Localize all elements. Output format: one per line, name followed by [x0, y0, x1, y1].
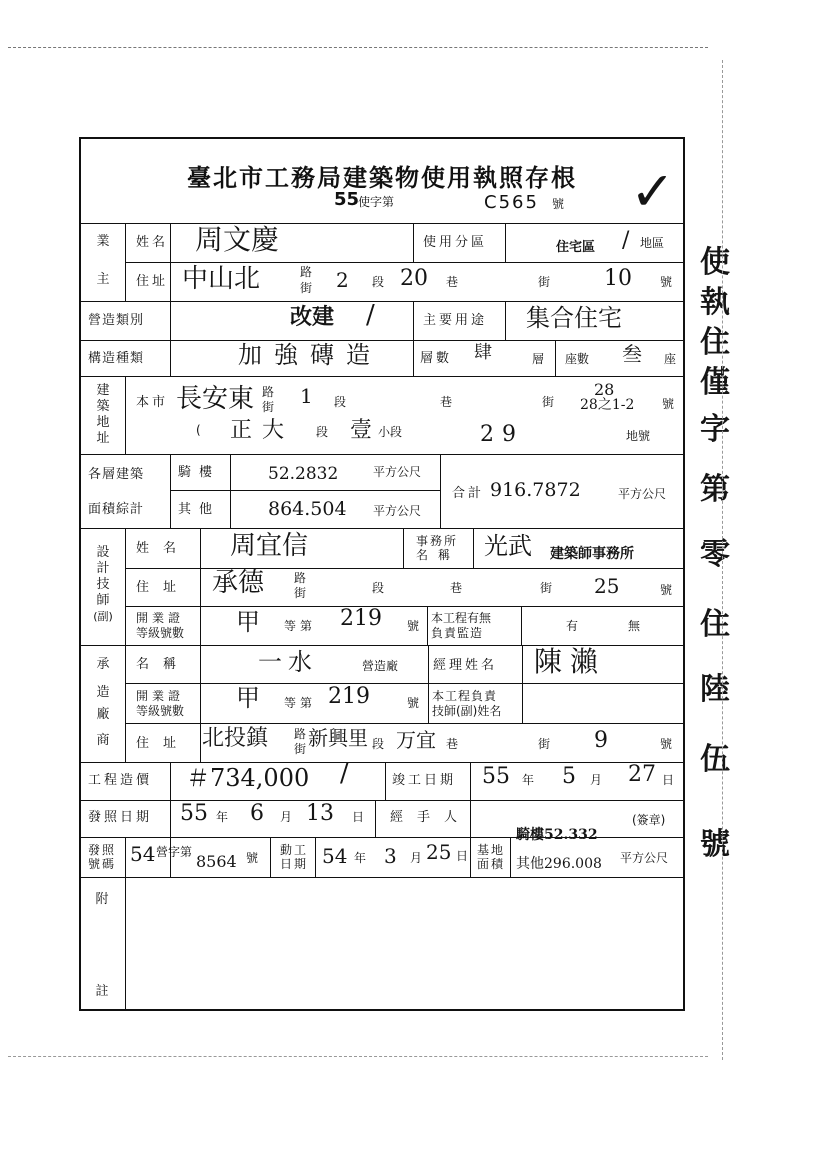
start-y: 54 [322, 844, 348, 868]
issue-m: 6 [250, 801, 264, 826]
done-date-label: 竣工日期 [392, 773, 457, 788]
issue-mo: 月 [280, 810, 293, 824]
lot-sec-value: 正大 [230, 418, 295, 443]
start-label-a: 動工 [280, 843, 309, 857]
site-no-b: 28之1-2 [580, 397, 635, 413]
owner-address-label: 住址 [136, 274, 169, 289]
rule [555, 340, 556, 376]
rule [505, 301, 506, 340]
manager-label: 經理姓名 [433, 658, 498, 673]
designer-street2-label: 街 [540, 581, 553, 595]
contractor-addr-a: 北投鎮 [202, 726, 269, 751]
owner-sec-label: 段 [372, 275, 385, 289]
arcade-sqm: 平方公尺 [373, 465, 422, 479]
designer-lic-a: 開業證 [136, 611, 185, 625]
blocks-label: 座數 [565, 352, 590, 366]
site-hao: 號 [662, 397, 675, 411]
rule [125, 262, 683, 263]
city-label: 本市 [136, 395, 169, 410]
architect-firm: 建築師事務所 [550, 546, 634, 562]
designer-sec-label: 段 [372, 581, 385, 595]
rule [81, 301, 683, 302]
supervise-you: 有 [566, 619, 579, 633]
rule [170, 490, 440, 491]
rule [505, 223, 506, 262]
contractor-label-4: 商 [96, 733, 110, 748]
small-sec-label: 小段 [378, 425, 403, 439]
rule [81, 877, 683, 878]
office-label-b: 名稱 [416, 548, 461, 562]
permit-no: 8564 [196, 852, 237, 871]
contractor-lic-hao: 號 [407, 696, 420, 710]
area-label-a: 各層建築 [88, 467, 145, 482]
contractor-lic-no: 219 [328, 684, 370, 709]
cert-year: 55 [334, 189, 360, 210]
handler-label: 經手人 [390, 810, 472, 825]
manager-name: 陳瀨 [534, 645, 607, 678]
designer-no: 25 [594, 574, 620, 598]
base-label-b: 面積 [477, 857, 506, 871]
start-mo: 月 [410, 851, 423, 865]
margin-char: 第 [700, 472, 730, 507]
blocks-unit: 座 [664, 352, 677, 366]
margin-char: 零 [700, 537, 730, 572]
cost-value: ＃734,000 [186, 764, 310, 792]
note-label-2: 註 [95, 984, 109, 999]
site-label-1: 建 [96, 383, 110, 398]
contractor-lane: 万宜 [396, 728, 436, 752]
rule [125, 877, 126, 1009]
done-m: 5 [562, 764, 576, 789]
margin-char: 使 [700, 245, 730, 280]
margin-char: 僅 [700, 365, 730, 400]
rule [510, 837, 511, 877]
other-area: 864.504 [268, 498, 347, 520]
small-sec-value: 壹 [350, 418, 373, 443]
contractor-grade: 甲 [236, 684, 260, 712]
supervise-wu: 無 [628, 619, 641, 633]
issue-yr: 年 [216, 810, 229, 824]
owner-hao: 號 [660, 275, 673, 289]
rule [125, 376, 126, 454]
permit-y: 54 [130, 842, 156, 866]
note-label-1: 附 [95, 892, 109, 907]
issue-d: 13 [306, 801, 334, 826]
tech-label-b: 技師(副)姓名 [432, 704, 502, 718]
designer-grade: 甲 [236, 608, 260, 636]
contractor-addr-b: 新興里 [308, 726, 368, 750]
designer-hao: 號 [660, 583, 673, 597]
rule [200, 645, 201, 762]
build-type-label: 營造類別 [88, 313, 145, 328]
rule [440, 454, 441, 528]
scan-edge-bottom [8, 1056, 708, 1057]
contractor-lic-b: 等級號數 [136, 704, 185, 718]
rule [125, 723, 683, 724]
structure-label: 構造種類 [88, 351, 145, 366]
site-road: 長安東 [176, 384, 255, 414]
other-sqm: 平方公尺 [373, 504, 422, 518]
rule [315, 837, 316, 877]
done-mo: 月 [590, 773, 603, 787]
designer-addr: 承德 [212, 568, 265, 598]
rule [125, 223, 126, 301]
site-street2-label: 街 [542, 395, 555, 409]
done-d: 27 [628, 762, 656, 787]
tech-label-a: 本工程負責 [432, 689, 498, 703]
office-name: 光武 [484, 532, 532, 560]
owner-street2-label: 街 [538, 275, 551, 289]
rule [427, 606, 428, 645]
arcade-label: 騎樓 [178, 465, 221, 480]
contractor-label-3: 廠 [96, 707, 110, 722]
done-y: 55 [482, 764, 510, 789]
designer-lic-hao: 號 [407, 619, 420, 633]
issue-y: 55 [180, 801, 208, 826]
owner-road: 中山北 [182, 264, 261, 294]
cert-no-label: 使字第 [358, 195, 395, 209]
issue-date-label: 發照日期 [88, 810, 153, 825]
site-no-a: 28 [594, 380, 615, 399]
site-label-2: 築 [96, 399, 110, 414]
zone-end: 地區 [640, 236, 665, 250]
margin-char: 陸 [700, 672, 730, 707]
cost-label: 工程造價 [88, 773, 153, 788]
blocks-value: 叁 [622, 342, 642, 366]
contractor-hao: 號 [660, 737, 673, 751]
rule [521, 606, 522, 645]
total-sqm: 平方公尺 [618, 487, 667, 501]
site-label-3: 地 [96, 415, 110, 430]
form-title: 臺北市工務局建築物使用執照存根 [187, 164, 577, 192]
office-label-a: 事務所 [416, 534, 459, 548]
contractor-street-label: 街 [294, 742, 307, 756]
permit-word: 營字第 [156, 845, 193, 859]
owner-road-label: 路 [300, 265, 313, 279]
site-road-label: 路 [262, 385, 275, 399]
site-sec-label: 段 [334, 395, 347, 409]
rule [170, 454, 171, 528]
designer-label-1: 設 [96, 545, 110, 560]
margin-char: 住 [700, 325, 730, 360]
contractor-addr-label: 住址 [136, 736, 191, 751]
cert-number: C565 [484, 192, 539, 213]
yingzao-label: 營造廠 [362, 659, 399, 673]
rule [385, 762, 386, 800]
rule [81, 528, 683, 529]
permit-hao: 號 [246, 851, 259, 865]
rule [125, 683, 683, 684]
contractor-label-2: 造 [96, 685, 110, 700]
owner-label-1: 業 [96, 234, 110, 249]
floor-unit: 層 [532, 352, 545, 366]
rule [413, 340, 414, 376]
designer-street-label: 街 [294, 586, 307, 600]
owner-sec: 2 [336, 268, 349, 292]
margin-char: 執 [700, 285, 730, 320]
owner-name-label: 姓名 [136, 235, 169, 250]
cert-hao: 號 [552, 197, 565, 211]
rule [170, 301, 171, 376]
designer-lic-no: 219 [340, 606, 382, 631]
seal-label: (簽章) [632, 813, 666, 827]
designer-name-label: 姓名 [136, 541, 191, 556]
rule [375, 800, 376, 837]
check-mark: ✓ [630, 160, 676, 223]
start-d: 25 [426, 840, 452, 864]
owner-label-2: 主 [96, 272, 110, 287]
start-m: 3 [384, 844, 397, 868]
arcade-area: 52.2832 [268, 464, 339, 484]
total-label: 合計 [452, 486, 485, 501]
rule [413, 223, 414, 262]
main-use-label: 主要用途 [423, 313, 488, 328]
structure-value: 加強磚造 [238, 341, 382, 369]
start-dy: 日 [456, 849, 469, 863]
rule [170, 762, 171, 877]
done-dy: 日 [662, 773, 675, 787]
designer-lane-label: 巷 [450, 581, 463, 595]
rule [470, 762, 471, 800]
lot-no-label: 地號 [626, 429, 651, 443]
rule [125, 837, 126, 877]
main-use-value: 集合住宅 [526, 304, 622, 332]
owner-name-value: 周文慶 [195, 223, 280, 256]
designer-label-2: 計 [96, 561, 110, 576]
cost-slash: / [340, 758, 349, 788]
contractor-street2-label: 街 [538, 737, 551, 751]
site-label-4: 址 [96, 431, 110, 446]
owner-street-label: 街 [300, 281, 313, 295]
contractor-road-label: 路 [294, 727, 307, 741]
rule [81, 376, 683, 377]
designer-road-label: 路 [294, 571, 307, 585]
rule [170, 223, 171, 301]
start-yr: 年 [354, 851, 367, 865]
rule [270, 837, 271, 877]
owner-lane: 20 [400, 266, 428, 291]
rule [403, 528, 404, 568]
start-label-b: 日期 [280, 857, 309, 871]
use-zone-label: 使用分區 [423, 235, 488, 250]
margin-strip [700, 230, 760, 870]
build-type-value: 改建 [290, 304, 335, 330]
supervise-b: 負責監造 [431, 626, 484, 640]
site-lane-label: 巷 [440, 395, 453, 409]
rule [470, 837, 471, 877]
rule [81, 223, 683, 224]
base-area-b: 其他296.008 [516, 856, 602, 872]
rule [125, 528, 126, 645]
lot-paren: ( [196, 423, 201, 437]
margin-char: 住 [700, 607, 730, 642]
done-yr: 年 [522, 773, 535, 787]
permit-label-b: 號碼 [88, 857, 117, 871]
permit-label-a: 發照 [88, 843, 117, 857]
rule [413, 301, 414, 340]
supervise-a: 本工程有無 [431, 611, 492, 625]
rule [125, 606, 683, 607]
lot-sec-label: 段 [316, 425, 329, 439]
scan-edge-right [722, 60, 723, 1060]
contractor-name-label: 名稱 [136, 657, 191, 672]
contractor-label-1: 承 [96, 657, 110, 672]
designer-label-3: 技 [96, 577, 110, 592]
contractor-name: 一水 [258, 648, 318, 676]
rule [81, 454, 683, 455]
issue-dy: 日 [352, 810, 365, 824]
rule [81, 800, 683, 801]
rule [81, 762, 683, 763]
owner-no: 10 [604, 266, 632, 291]
designer-name: 周宜信 [230, 531, 309, 561]
floors-value: 肆 [474, 342, 492, 363]
base-label-a: 基地 [477, 843, 506, 857]
rule [230, 454, 231, 528]
zone-slash: / [622, 228, 630, 253]
rule [428, 645, 429, 684]
rule [200, 528, 201, 645]
rule [81, 340, 683, 341]
rule [428, 683, 429, 723]
margin-char: 伍 [700, 742, 730, 777]
margin-char: 號 [700, 827, 730, 862]
total-area: 916.7872 [490, 479, 581, 501]
build-type-slash: / [366, 300, 375, 330]
rule [473, 528, 474, 568]
designer-label-4: 師 [96, 593, 110, 608]
designer-lic-b: 等級號數 [136, 626, 185, 640]
contractor-lane-label: 巷 [446, 737, 459, 751]
rule [125, 568, 683, 569]
area-label-b: 面積綜計 [88, 502, 145, 517]
rule [522, 683, 523, 723]
contractor-no: 9 [594, 728, 608, 753]
site-street-label: 街 [262, 400, 275, 414]
base-sqm: 平方公尺 [620, 851, 669, 865]
rule [125, 645, 126, 762]
rule [522, 645, 523, 684]
designer-grade-no: 等第 [284, 619, 317, 633]
base-area-a: 騎樓52.332 [516, 827, 598, 843]
other-label: 其他 [178, 502, 221, 517]
contractor-sec-label: 段 [372, 737, 385, 751]
site-sec: 1 [300, 384, 313, 408]
designer-addr-label: 住址 [136, 580, 191, 595]
scan-edge-top [8, 47, 708, 48]
margin-char: 字 [700, 412, 730, 447]
floors-label: 層數 [420, 351, 453, 366]
contractor-lic-a: 開業證 [136, 689, 185, 703]
contractor-grade-no: 等第 [284, 696, 317, 710]
lot-no-value: 29 [480, 422, 524, 447]
zone-text: 住宅區 [556, 240, 596, 255]
designer-label-5: (副) [93, 610, 113, 623]
owner-lane-label: 巷 [446, 275, 459, 289]
